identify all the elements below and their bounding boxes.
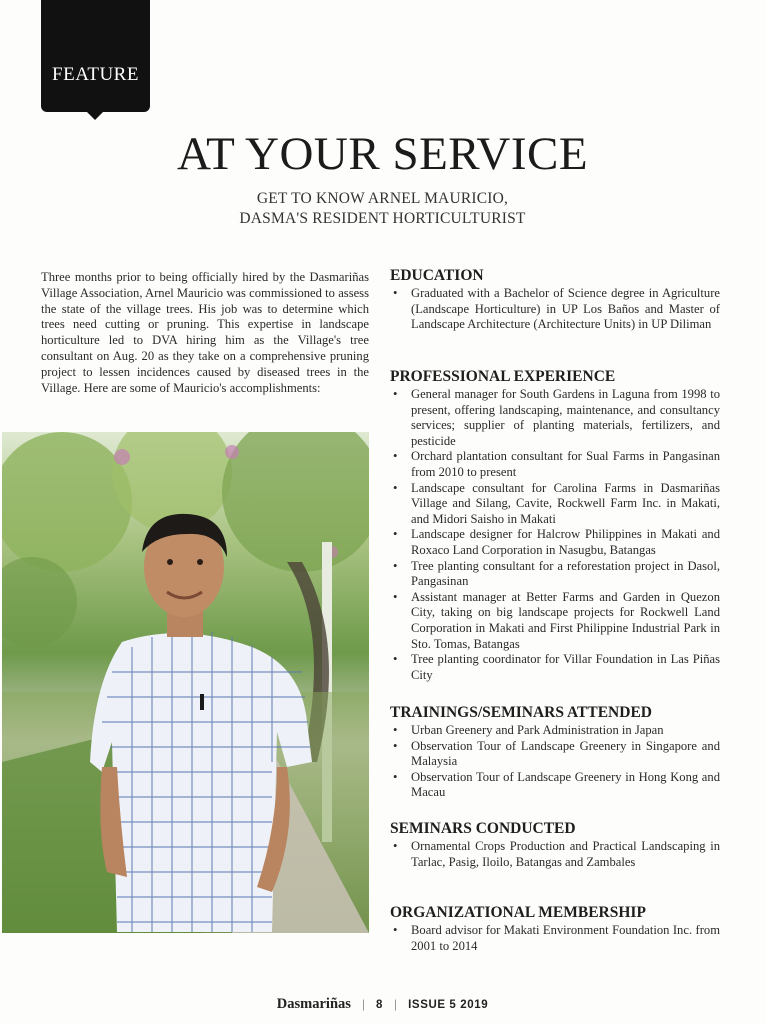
list-item: • Urban Greenery and Park Administration in Japan xyxy=(390,723,720,739)
magazine-name: Dasmariñas xyxy=(276,996,351,1012)
list-item: • General manager for South Gardens in Laguna from 1998 to present, offering landscaping, maintenance, and consultancy services; supplier of planting materials, fertilizers, and pesticide xyxy=(390,387,720,449)
list-item: • Tree planting coordinator for Villar Foundation in Las Piñas City xyxy=(390,652,720,683)
section-heading: PROFESSIONAL EXPERIENCE xyxy=(390,368,616,385)
section-heading: TRAININGS/SEMINARS ATTENDED xyxy=(390,704,652,721)
subtitle-line-1: GET TO KNOW ARNEL MAURICIO, xyxy=(256,190,509,207)
section-seminars-conducted xyxy=(390,819,720,870)
section-professional-experience xyxy=(390,367,720,683)
list-item: • Assistant manager at Better Farms and Garden in Quezon City, taking on big landscape projects for Rockwell Land Corporation in Makati and First Philippine Industrial Park in Sto. Tomas, Batangas xyxy=(390,590,720,652)
intro-paragraph: Three months prior to being officially hired by the Dasmariñas Village Association, Arnel Mauricio was commissioned to assess the state of the village trees. His job was to determine which trees need cutting or pruning. This expertise in landscape horticulture led to DVA hiring him as the Village's tree consultant on Aug. 20 as they take on a comprehensive pruning project to lessen incidences caused by diseased trees in the Village. Here are some of Mauricio's accomplishments: xyxy=(41,270,369,395)
page-number: 8 xyxy=(376,999,384,1011)
list-item: • Observation Tour of Landscape Greenery in Singapore and Malaysia xyxy=(390,739,720,770)
list-item: • Observation Tour of Landscape Greenery in Hong Kong and Macau xyxy=(390,770,720,801)
list-item: • Graduated with a Bachelor of Science degree in Agriculture (Landscape Horticulture) in UP Los Baños and Master of Landscape Architecture (Architecture Units) in UP Diliman xyxy=(390,286,720,333)
list-item: • Orchard plantation consultant for Sual Farms in Pangasinan from 2010 to present xyxy=(390,449,720,480)
list-item: • Landscape consultant for Carolina Farms in Dasmariñas Village and Silang, Cavite, Rockwell Farm Inc. in Makati, and Midori Saisho in Makati xyxy=(390,481,720,528)
list-item: • Board advisor for Makati Environment Foundation Inc. from 2001 to 2014 xyxy=(390,923,720,954)
article-title: AT YOUR SERVICE xyxy=(176,128,589,180)
section-heading: EDUCATION xyxy=(390,267,484,284)
section-heading: SEMINARS CONDUCTED xyxy=(390,820,576,837)
subtitle-line-2: DASMA'S RESIDENT HORTICULTURIST xyxy=(239,210,526,227)
article-subtitle xyxy=(0,189,765,229)
page-footer xyxy=(0,996,765,1013)
section-organizational-membership xyxy=(390,903,720,954)
footer-divider: | xyxy=(394,996,397,1011)
section-trainings-attended xyxy=(390,703,720,801)
section-heading: ORGANIZATIONAL MEMBERSHIP xyxy=(390,904,646,921)
portrait-photo xyxy=(2,432,369,933)
section-education xyxy=(390,266,720,333)
list-item: • Landscape designer for Halcrow Philippines in Makati and Roxaco Land Corporation in Nasugbu, Batangas xyxy=(390,527,720,558)
section-tag-label: FEATURE xyxy=(52,64,139,85)
list-item: • Tree planting consultant for a reforestation project in Dasol, Pangasinan xyxy=(390,559,720,590)
section-tag xyxy=(41,0,150,112)
footer-divider: | xyxy=(362,996,365,1011)
list-item: • Ornamental Crops Production and Practical Landscaping in Tarlac, Pasig, Iloilo, Batangas and Zambales xyxy=(390,839,720,870)
issue-label: ISSUE 5 2019 xyxy=(408,999,489,1011)
